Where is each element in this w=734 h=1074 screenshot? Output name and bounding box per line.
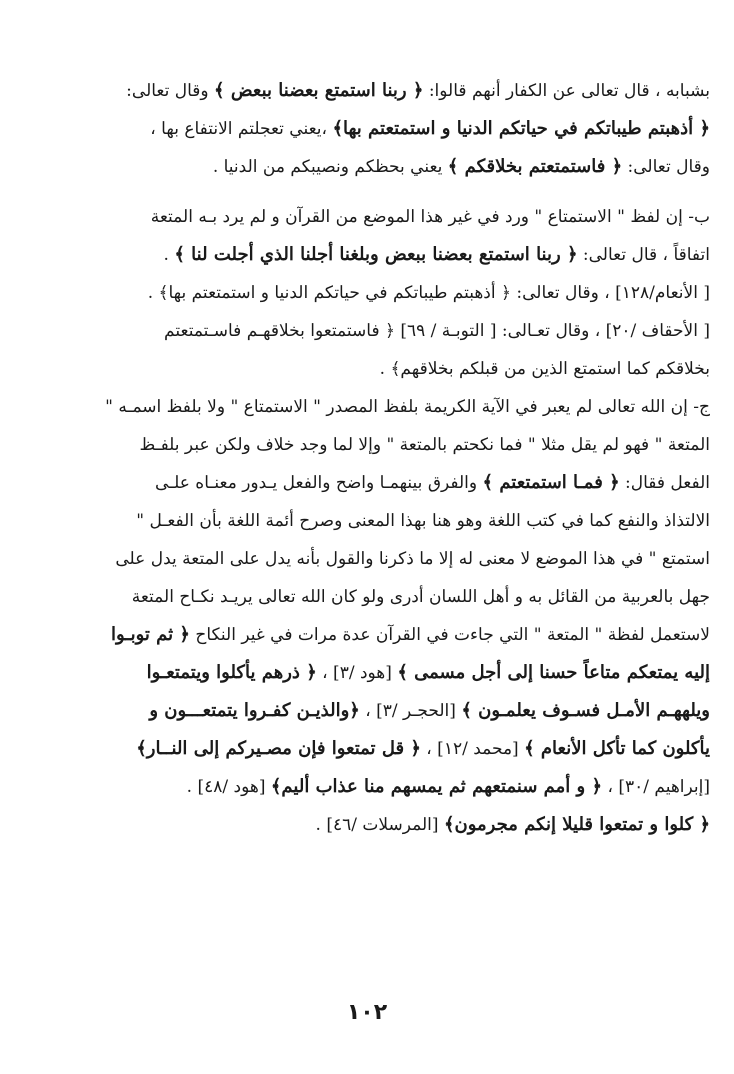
text-line (74, 464, 710, 502)
quran-verse: ﴿ قل تمتعوا فإن مصـيركم إلى النــار﴾ (136, 738, 421, 759)
quran-verse: ﴿ ذرهم يأكلوا ويتمتعـوا (146, 662, 317, 683)
text-line (74, 768, 710, 806)
text-line (74, 502, 710, 540)
text-line (74, 616, 710, 654)
quran-verse: ويلههـم الأمـل فسـوف يعلمـون ﴾ (461, 700, 710, 721)
text-line (74, 692, 710, 730)
text-segment: ب- إن لفظ " الاستمتاع " ورد في غير هذا الموضع من القرآن و لم يرد بـه المتعة (150, 207, 710, 227)
quran-verse: ﴿ أذهبتم طيباتكم في حياتكم الدنيا و استمتعتم بها﴾ (332, 118, 710, 139)
text-line (74, 148, 710, 186)
quran-verse: ﴿ ربنا استمتع بعضنا ببعض وبلغنا أجلنا الذي أجلت لنا ﴾ (174, 244, 578, 265)
text-segment: جهل بالعربية من القائل به و أهل اللسان أدرى ولو كان الله تعالى يريـد نكـاح المتعة (131, 587, 710, 607)
text-line (74, 806, 710, 844)
text-segment: المتعة " فهو لم يقل مثلا " فما نكحتم بالمتعة " وإلا لما وجد خلاف ولكن عبر بلفـظ (139, 435, 710, 455)
quran-verse: يأكلون كما تأكل الأنعام ﴾ (524, 738, 710, 759)
text-segment: بخلاقكم كما استمتع الذين من قبلكم بخلاقهم﴾ . (379, 359, 710, 379)
quran-verse: ﴿والذيـن كفـروا يتمتعـــون و (149, 700, 360, 721)
text-segment: وقال تعالى: (622, 157, 710, 177)
text-segment: الالتذاذ والنفع كما في كتب اللغة وهو هنا بهذا المعنى وصرح أئمة اللغة بأن الفعـل " (136, 511, 710, 531)
text-line (74, 654, 710, 692)
text-segment: [هود /٣] ، (316, 663, 398, 683)
text-segment: [المرسلات /٤٦] . (315, 815, 444, 835)
text-segment: يعني بحظكم ونصيبكم من الدنيا . (212, 157, 448, 177)
text-segment: [ الأحقاف /٢٠] ، وقال تعـالى: [ التوبـة / ٦٩] ﴿ فاستمتعوا بخلاقهـم فاسـتمتعتم (164, 321, 710, 341)
text-segment: . (163, 245, 175, 265)
quran-verse: ﴿ ثم توبـوا (111, 624, 190, 645)
text-segment: [محمد /١٢] ، (420, 739, 525, 759)
text-line (74, 72, 710, 110)
page-number: ١٠٢ (346, 1000, 388, 1025)
text-segment: بشبابه ، قال تعالى عن الكفار أنهم قالوا: (423, 81, 710, 101)
text-line (74, 350, 710, 388)
text-segment: وقال تعالى: (126, 81, 215, 101)
text-segment: والفرق بينهمـا واضح والفعل يـدور معنـاه علـى (154, 473, 483, 493)
text-segment: [إبراهيم /٣٠] ، (602, 777, 710, 797)
quran-verse: ﴿ و أمم سنمتعهم ثم يمسهم منا عذاب أليم﴾ (270, 776, 603, 797)
quran-verse: ﴿ كلوا و تمتعوا قليلا إنكم مجرمون﴾ (443, 814, 710, 835)
text-line (74, 110, 710, 148)
quran-verse: ﴿ فاستمتعتم بخلاقكم ﴾ (447, 156, 623, 177)
text-segment: استمتع " في هذا الموضع لا معنى له إلا ما ذكرنا والقول بأنه يدل على المتعة يدل على (115, 549, 710, 569)
text-segment: لاستعمل لفظة " المتعة " التي جاءت في القرآن عدة مرات في غير النكاح (189, 625, 710, 645)
text-line (74, 236, 710, 274)
text-line (74, 388, 710, 426)
text-line (74, 426, 710, 464)
text-segment: [هود /٤٨] . (186, 777, 271, 797)
text-line (74, 540, 710, 578)
text-segment: [ الأنعام/١٢٨] ، وقال تعالى: ﴿ أذهبتم طيباتكم في حياتكم الدنيا و استمتعتم بها﴾ . (147, 283, 710, 303)
quran-verse: ﴿ ربنا استمتع بعضنا ببعض ﴾ (214, 80, 424, 101)
text-line (74, 274, 710, 312)
text-line (74, 578, 710, 616)
quran-verse: إليه يمتعكم متاعاً حسنا إلى أجل مسمى ﴾ (397, 662, 710, 683)
quran-verse: ﴿ فمـا استمتعتم ﴾ (482, 472, 620, 493)
text-line (74, 312, 710, 350)
text-segment: ج- إن الله تعالى لم يعبر في الآية الكريمة بلفظ المصدر " الاستمتاع " ولا بلفظ اسمـه " (105, 397, 710, 417)
text-line (74, 198, 710, 236)
text-segment: الفعل فقال: (619, 473, 710, 493)
document-body (74, 72, 710, 844)
text-line (74, 730, 710, 768)
text-segment: ،يعني تعجلتم الانتفاع بها ، (150, 119, 333, 139)
text-segment: اتفاقاً ، قال تعالى: (577, 245, 710, 265)
text-segment: [الحجـر /٣] ، (359, 701, 462, 721)
